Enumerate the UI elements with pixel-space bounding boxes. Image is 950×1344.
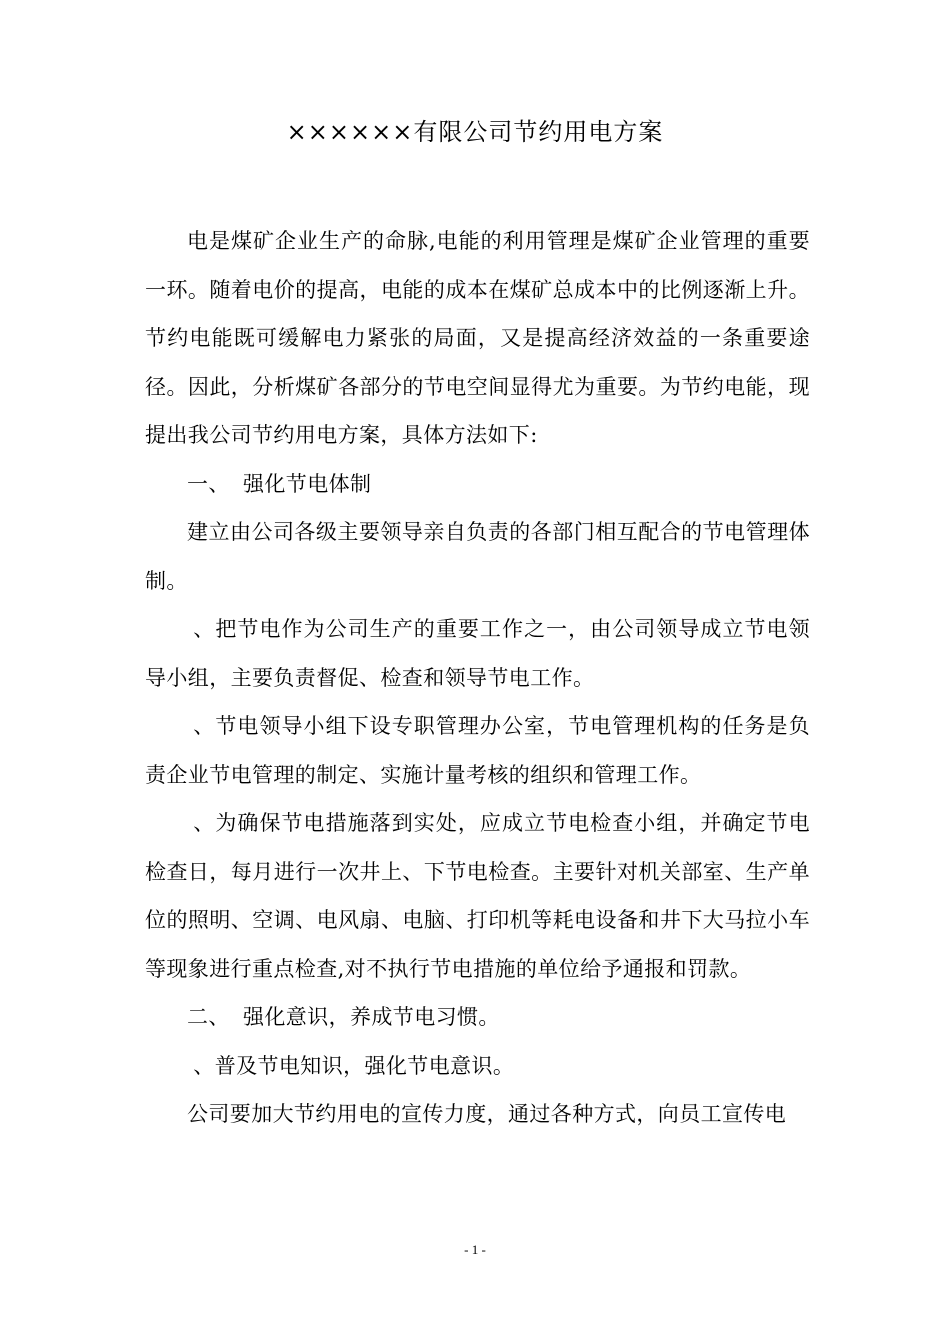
document-body — [145, 217, 810, 1139]
section-1-number: 一、 — [187, 471, 230, 496]
section-2-heading — [145, 993, 810, 1042]
section-2-item-1: 、普及节电知识，强化节电意识。 — [193, 1053, 515, 1078]
section-1-title: 强化节电体制 — [243, 471, 372, 496]
section-1-item-3: 、为确保节电措施落到实处，应成立节电检查小组，并确定节电检查日，每月进行一次井上、下节电检查。主要针对机关部室、生产单位的照明、空调、电风扇、电脑、打印机等耗电设备和井下大马拉小车等现象进行重点检查,对不执行节电措施的单位给予通报和罚款。 — [145, 811, 810, 981]
section-1-lead-paragraph: 建立由公司各级主要领导亲自负责的各部门相互配合的节电管理体制。 — [145, 520, 810, 593]
section-2-number: 二、 — [187, 1005, 230, 1029]
section-1-item-2: 、节电领导小组下设专职管理办公室，节电管理机构的任务是负责企业节电管理的制定、实施计量考核的组织和管理工作。 — [145, 714, 810, 787]
section-1-item-1: 、把节电作为公司生产的重要工作之一，由公司领导成立节电领导小组，主要负责督促、检查和领导节电工作。 — [145, 617, 810, 690]
section-2-title: 强化意识，养成节电习惯。 — [243, 1005, 500, 1029]
section-2-lead-paragraph: 公司要加大节约用电的宣传力度，通过各种方式，向员工宣传电 — [187, 1102, 787, 1126]
document-title: ××××××有限公司节约用电方案 — [286, 118, 664, 146]
section-1-heading — [145, 460, 810, 509]
page-number: - 1 - — [464, 1242, 486, 1257]
intro-paragraph: 电是煤矿企业生产的命脉,电能的利用管理是煤矿企业管理的重要一环。随着电价的提高，电能的成本在煤矿总成本中的比例逐渐上升。节约电能既可缓解电力紧张的局面，又是提高经济效益的一条重要途径。因此，分析煤矿各部分的节电空间显得尤为重要。为节约电能，现提出我公司节约用电方案，具体方法如下: — [145, 229, 810, 447]
